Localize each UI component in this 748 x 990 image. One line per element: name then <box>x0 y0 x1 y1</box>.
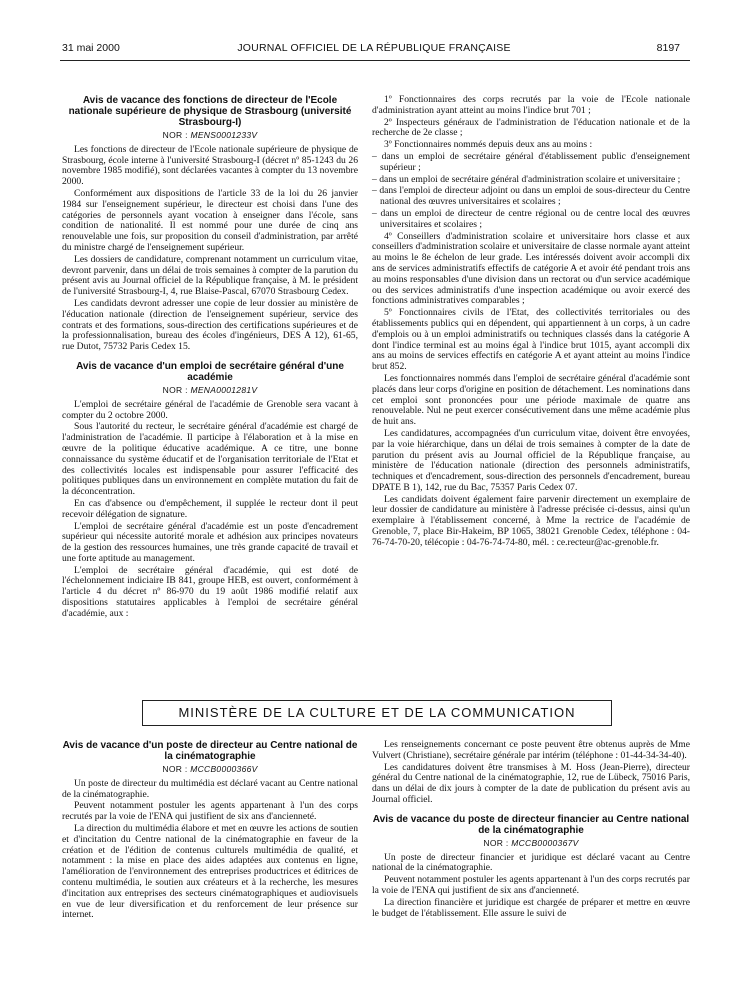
nor-reference: NOR : MCCB0000366V <box>162 764 258 774</box>
paragraph: Les candidats doivent également faire parvenir directement un exemplaire de leur dossier de candidature au ministère à l'adresse précisée ci-dessus, ainsi qu'un exemplaire à l'établissement concerné, à Mme la rectrice de l'académie de Grenoble, 7, place Bir-Hakeim, BP 1065, 38021 Grenoble Cedex, téléphone : 04-76-74-70-20, télécopie : 04-76-74-74-80, mél. : ce.recteur@ac-grenoble.fr. <box>372 493 690 548</box>
header-date: 31 mai 2000 <box>62 42 120 54</box>
ministry-banner: MINISTÈRE DE LA CULTURE ET DE LA COMMUNICATION <box>142 700 612 726</box>
column-left-top <box>62 95 358 620</box>
column-right-bottom <box>372 740 690 919</box>
paragraph: L'emploi de secrétaire général de l'académie de Grenoble sera vacant à compter du 2 octobre 2000. <box>62 398 358 421</box>
paragraph: Un poste de directeur du multimédia est déclaré vacant au Centre national de la cinématographie. <box>62 777 358 800</box>
paragraph: Les candidatures doivent être transmises à M. Hoss (Jean-Pierre), directeur général du Centre national de la cinématographie, 12, rue de Lübeck, 75016 Paris, dans un délai de dix jours à compter de la date de publication du présent avis au Journal officiel. <box>372 761 690 805</box>
header-rule <box>60 60 690 61</box>
header-page-number: 8197 <box>656 42 680 54</box>
paragraph: Les fonctionnaires nommés dans l'emploi de secrétaire général d'académie sont placés dans leur corps d'origine en position de détachement. Les nominations dans cet emploi sont prononcées pour une période maximale de quatre ans renouvelable. Nul ne peut exercer consécutivement dans une même académie plus de huit ans. <box>372 372 690 428</box>
paragraph: Les fonctions de directeur de l'Ecole nationale supérieure de physique de Strasbourg, école interne à l'université Strasbourg-I (décret nº 85-1243 du 26 novembre 1985 modifié), sont déclarées vacantes à compter du 13 novembre 2000. <box>62 143 358 188</box>
paragraph: Sous l'autorité du recteur, le secrétaire général d'académie est chargé de l'administration de l'académie. Il participe à l'élaboration et à la mise en œuvre de la politique éducative académique. A ce titre, une bonne connaissance du système éducatif et de l'organisation territoriale de l'Etat et des collectivités locales est indispensable pour assurer l'efficacité des politiques publiques dans un environnement en complète mutation du fait de la déconcentration. <box>62 421 358 498</box>
nor-reference: NOR : MENA0001281V <box>162 384 258 395</box>
paragraph: Un poste de directeur financier et juridique est déclaré vacant au Centre national de la cinématographie. <box>372 851 690 874</box>
paragraph: En cas d'absence ou d'empêchement, il supplée le recteur dont il peut recevoir délégation de signature. <box>62 497 358 520</box>
paragraph: 2º Inspecteurs généraux de l'administration de l'éducation nationale et de la recherche de 2e classe ; <box>372 116 690 139</box>
paragraph: La direction financière et juridique est chargée de préparer et mettre en œuvre le budget de l'établissement. Elle assure le suivi de <box>372 896 690 919</box>
paragraph: Les renseignements concernant ce poste peuvent être obtenus auprès de Mme Vulvert (Christiane), secrétaire générale par intérim (téléphone : 01-44-34-34-40). <box>372 739 690 761</box>
paragraph: Les dossiers de candidature, comprenant notamment un curriculum vitae, devront parvenir, dans un délai de trois semaines à compter de la parution du présent avis au Journal officiel de la République française, à M. le président de l'université Strasbourg-I, 4, rue Blaise-Pascal, 67070 Strasbourg Cedex. <box>62 253 358 298</box>
nor-reference: NOR : MENS0001233V <box>162 130 258 140</box>
notice-title: Avis de vacance d'un poste de directeur au Centre national de la cinématographie <box>62 740 358 762</box>
paragraph: L'emploi de secrétaire général d'académie est un poste d'encadrement supérieur qui nécessite autorité morale et adhésion aux principes novateurs de la gestion des ressources humaines, une très grande capacité de travail et une forte aptitude au management. <box>62 520 358 564</box>
header-journal-title: JOURNAL OFFICIEL DE LA RÉPUBLIQUE FRANÇAISE <box>237 42 511 54</box>
paragraph: La direction du multimédia élabore et met en œuvre les actions de soutien et d'incitation du Centre national de la cinématographie en faveur de la création et de l'édition de contenus culturels multimédia de qualité, et notamment : la mise en place des aides adaptées aux contenus en ligne, l'amélioration de l'environnement des entreprises productrices et éditrices de contenu multimédia, le soutien aux créateurs et à la recherche, les mesures d'incitation aux entreprises des secteurs cinématographiques et audiovisuels en vue de leur diversification et du renforcement de leur présence sur internet. <box>62 822 358 921</box>
notice-title: Avis de vacance du poste de directeur financier au Centre national de la cinématographie <box>372 813 690 836</box>
paragraph: 3º Fonctionnaires nommés depuis deux ans au moins : <box>384 139 593 151</box>
paragraph: Conformément aux dispositions de l'article 33 de la loi du 26 janvier 1984 sur l'enseignement supérieur, le directeur est choisi dans l'une des catégories de personnels ayant vocation à enseigner dans l'école, sans condition de nationalité. Il est nommé pour une durée de cinq ans renouvelable une fois, sur proposition du conseil d'administration, par arrêté du ministre chargé de l'enseignement supérieur. <box>62 187 358 253</box>
list-item: – dans un emploi de secrétaire général d'administration scolaire et universitaire ; <box>372 173 681 185</box>
notice-title: Avis de vacance d'un emploi de secrétaire général d'une académie <box>76 360 344 383</box>
nor-reference: NOR : MCCB0000367V <box>483 837 579 848</box>
list-item: – dans un emploi de directeur de centre régional ou de centre local des œuvres universitaires et scolaires ; <box>372 207 690 230</box>
column-right-top <box>372 95 690 549</box>
paragraph: 5º Fonctionnaires civils de l'Etat, des collectivités territoriales ou des établissements publics qui en dépendent, qui appartiennent à un corps, à un cadre d'emplois ou à un emploi administratifs ou techniques classés dans la catégorie A dont l'indice terminal est au moins égal à l'indice brut 1015, ayant accompli dix ans au moins de services effectifs en catégorie A et ayant atteint au moins l'indice brut 852. <box>372 307 690 373</box>
paragraph: Peuvent notamment postuler les agents appartenant à l'un des corps recrutés par la voie de l'ENA qui justifient de six ans d'ancienneté. <box>62 800 358 823</box>
paragraph: L'emploi de secrétaire général d'académie, qui est doté de l'échelonnement indiciaire IB 841, groupe HEB, est ouvert, conformément à l'article 4 du décret nº 86-970 du 19 août 1986 modifié relatif aux dispositions statutaires applicables à l'emploi de secrétaire général d'académie, aux : <box>62 564 358 619</box>
paragraph: 1º Fonctionnaires des corps recrutés par la voie de l'Ecole nationale d'administration ayant atteint au moins l'indice brut 701 ; <box>372 94 690 116</box>
paragraph: Les candidatures, accompagnées d'un curriculum vitae, doivent être envoyées, par la voie hiérarchique, dans un délai de trois semaines à compter de la date de parution du présent avis au Journal officiel de la République française, au ministère de l'éducation nationale (direction des personnels administratifs, techniques et d'encadrement, sous-direction des personnels d'encadrement, bureau DPATE B 1), 142, rue du Bac, 75357 Paris Cedex 07. <box>372 427 690 493</box>
paragraph: Les candidats devront adresser une copie de leur dossier au ministère de l'éducation nationale (direction de l'enseignement supérieur, service des contrats et des formations, sous-direction des certifications supérieures et de la professionnalisation, bureau des écoles d'ingénieurs, DES A 12), 61-65, rue Dutot, 75732 Paris Cedex 15. <box>62 297 358 353</box>
page-header <box>0 42 748 58</box>
paragraph: Peuvent notamment postuler les agents appartenant à l'un des corps recrutés par la voie de l'ENA qui justifient de six ans d'ancienneté. <box>372 874 690 896</box>
list-item: – dans l'emploi de directeur adjoint ou dans un emploi de sous-directeur du Centre national des œuvres universitaires et scolaires ; <box>372 185 690 208</box>
paragraph: 4º Conseillers d'administration scolaire et universitaire hors classe et aux conseillers d'administration scolaire et universitaire de classe normale ayant atteint au moins le 8e échelon de leur grade. Les intéressés doivent avoir accompli dix ans de services administratifs effectifs de catégorie A et avoir été pendant trois ans au moins responsables d'une division dans un rectorat ou d'un service académique ou des services administratifs d'une inspection académique ou avoir exercé des fonctions administratives comparables ; <box>372 230 690 307</box>
notice-title: Avis de vacance des fonctions de directeur de l'Ecole nationale supérieure de physique de Strasbourg (université Strasbourg-I) <box>68 95 352 128</box>
column-left-bottom <box>62 740 358 921</box>
list-item: – dans un emploi de secrétaire général d'établissement public d'enseignement supérieur ; <box>372 150 690 173</box>
